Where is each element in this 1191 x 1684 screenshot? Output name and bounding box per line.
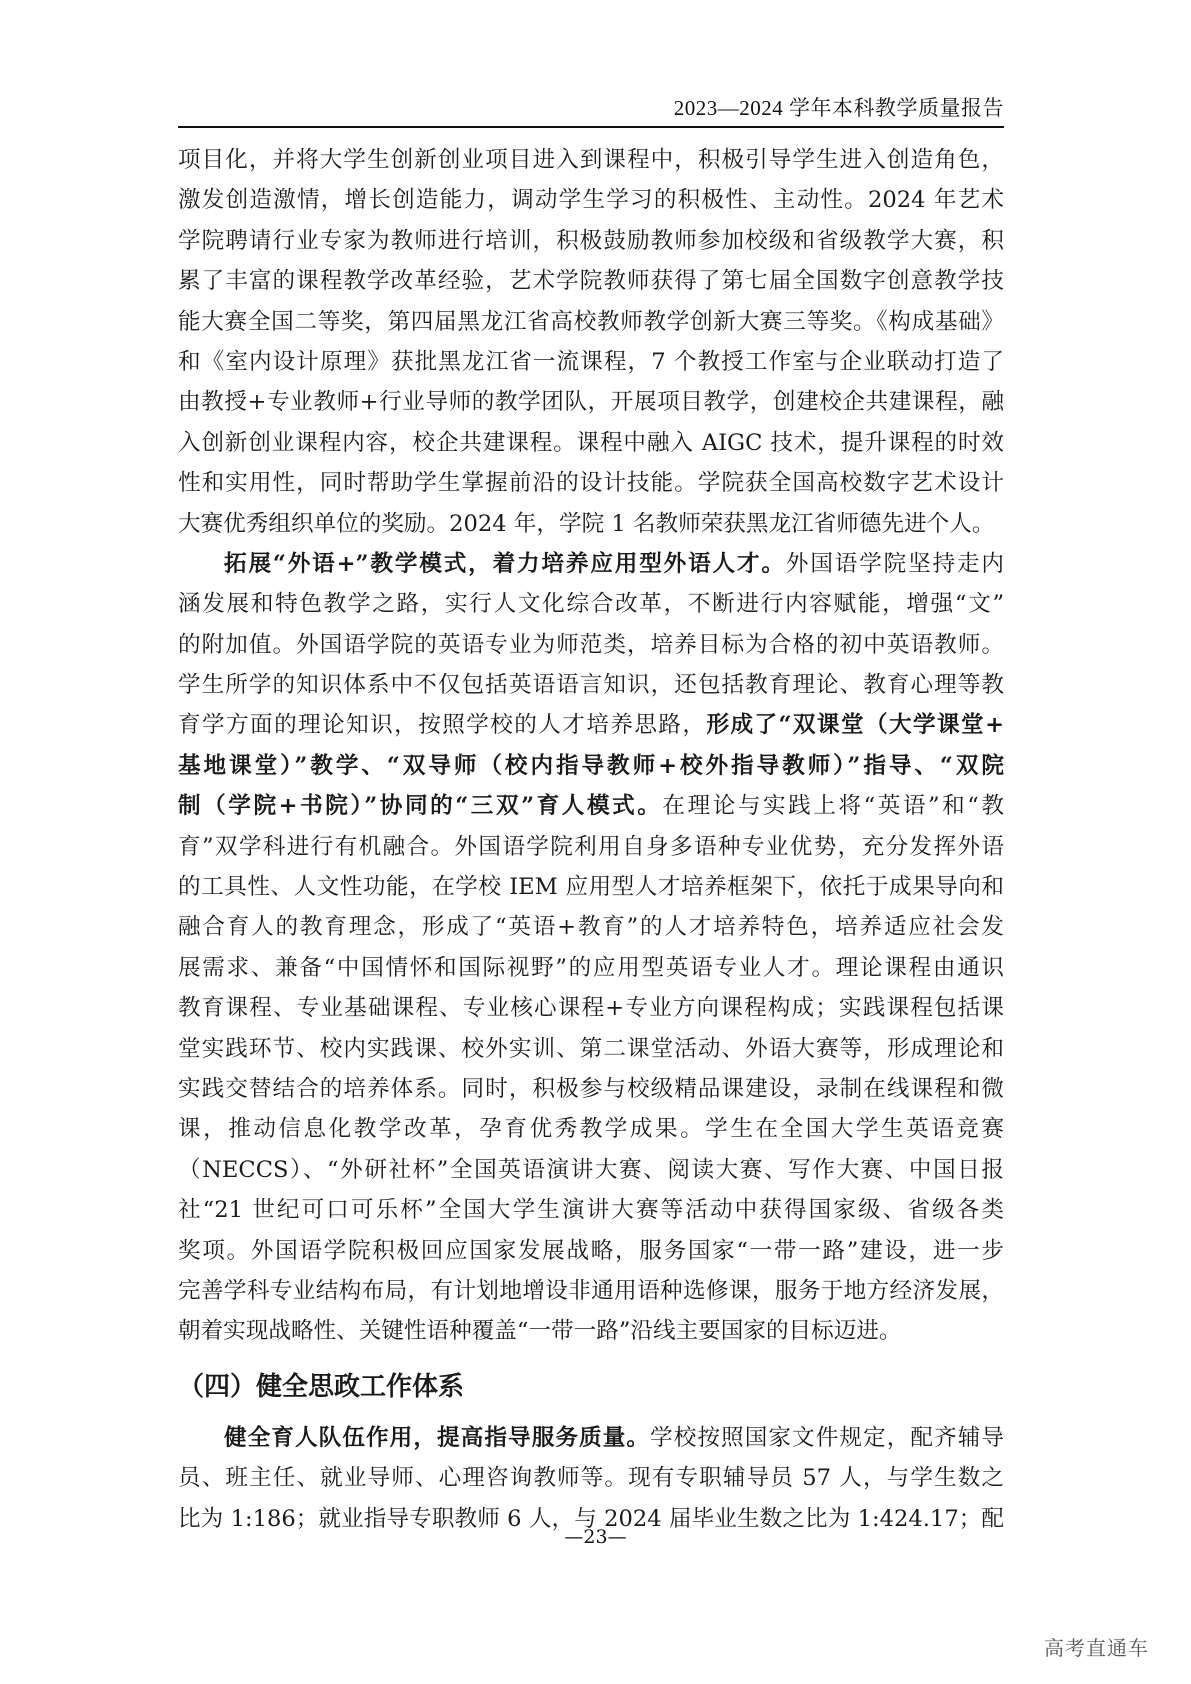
text-line: [178, 705, 1004, 745]
paragraph-lead-bold: 拓展“外语+”教学模式，着力培养应用型外语人才。: [224, 550, 786, 577]
text-line: 完善学科专业结构布局，有计划地增设非通用语种选修课，服务于地方经济发展，: [178, 1277, 1004, 1304]
text-line: 性和实用性，同时帮助学生掌握前沿的设计技能。学院获全国高校数字艺术设计: [178, 470, 1004, 497]
text-line: 融合育人的教育理念，形成了“英语+教育”的人才培养特色，培养适应社会发: [178, 914, 1004, 941]
text-line: 大赛优秀组织单位的奖励。2024 年，学院 1 名教师荣获黑龙江省师德先进个人。: [178, 510, 995, 537]
text-line: 教育课程、专业基础课程、专业核心课程+专业方向课程构成；实践课程包括课: [178, 995, 1004, 1022]
text-line: 奖项。外国语学院积极回应国家发展战略，服务国家“一带一路”建设，进一步: [178, 1237, 1004, 1264]
paragraph-foreign-language: [178, 544, 1004, 1352]
page-number: —23—: [564, 1526, 627, 1548]
text-line: 实践交替结合的培养体系。同时，积极参与校级精品课建设，录制在线课程和微: [178, 1075, 1004, 1102]
paragraph-lead-bold: 健全育人队伍作用，提高指导服务质量。: [224, 1424, 651, 1451]
text-line: [178, 786, 1004, 826]
paragraph-art-college: [178, 140, 1004, 544]
text-line: 的工具性、人文性功能，在学校 IEM 应用型人才培养框架下，依托于成果导向和: [178, 874, 1004, 901]
header-divider: [178, 126, 1004, 128]
text-line: 累了丰富的课程教学改革经验，艺术学院教师获得了第七届全国数字创意教学技: [178, 268, 1004, 295]
text-line: 朝着实现战略性、关键性语种覆盖“一带一路”沿线主要国家的目标迈进。: [178, 1318, 902, 1345]
text-line: 课，推动信息化教学改革，孕育优秀教学成果。学生在全国大学生英语竞赛: [178, 1116, 1004, 1143]
watermark: 高考直通车: [1044, 1636, 1149, 1660]
text-line: 由教授+专业教师+行业导师的教学团队，开展项目教学，创建校企共建课程，融: [178, 389, 1004, 416]
bold-span: 形成了“双课堂（大学课堂+: [706, 712, 1004, 739]
text-line: 比为 1:186；就业指导专职教师 6 人，与 2024 届毕业生数之比为 1:424.17；配: [178, 1505, 1004, 1532]
text-line: 激发创造激情，增长创造能力，调动学生学习的积极性、主动性。2024 年艺术: [178, 187, 1004, 214]
text-line: 的附加值。外国语学院的英语专业为师范类，培养目标为合格的初中英语教师。: [178, 631, 1004, 658]
text-line: 和《室内设计原理》获批黑龙江省一流课程，7 个教授工作室与企业联动打造了: [178, 348, 1004, 375]
page-header: [178, 88, 1004, 128]
text-line: 学院聘请行业专家为教师进行培训，积极鼓励教师参加校级和省级教学大赛，积: [178, 227, 1004, 254]
section-heading: （四）健全思政工作体系: [178, 1371, 465, 1402]
page-body: [178, 140, 1004, 1539]
paragraph-counselor-team: [178, 1418, 1004, 1539]
text-span: 在理论与实践上将“英语”和“教: [662, 793, 1004, 820]
text-line: 基地课堂）”教学、“双导师（校内指导教师+校外指导教师）”指导、“双院: [178, 752, 1004, 779]
text-line: 堂实践环节、校内实践课、校外实训、第二课堂活动、外语大赛等，形成理论和: [178, 1035, 1004, 1062]
bold-span: 制（学院+书院）”协同的“三双”育人模式。: [178, 793, 663, 820]
text-span: 学校按照国家文件规定，配齐辅导: [650, 1424, 1004, 1451]
text-span: 外国语学院坚持走内: [785, 550, 1004, 577]
text-line: 员、班主任、就业导师、心理咨询教师等。现有专职辅导员 57 人，与学生数之: [178, 1465, 1004, 1492]
text-line: 入创新创业课程内容，校企共建课程。课程中融入 AIGC 技术，提升课程的时效: [178, 429, 1004, 456]
text-line: [178, 544, 1004, 584]
text-line: 育”双学科进行有机融合。外国语学院利用自身多语种专业优势，充分发挥外语: [178, 833, 1004, 860]
text-line: 展需求、兼备“中国情怀和国际视野”的应用型英语专业人才。理论课程由通识: [178, 954, 1004, 981]
text-line: 学生所学的知识体系中不仅包括英语语言知识，还包括教育理论、教育心理等教: [178, 672, 1004, 699]
text-line: 社“21 世纪可口可乐杯”全国大学生演讲大赛等活动中获得国家级、省级各类: [178, 1197, 1004, 1224]
text-line: 项目化，并将大学生创新创业项目进入到课程中，积极引导学生进入创造角色，: [178, 147, 1004, 173]
text-span: 育学方面的理论知识，按照学校的人才培养思路，: [178, 712, 707, 739]
text-line: 涵发展和特色教学之路，实行人文化综合改革，不断进行内容赋能，增强“文”: [178, 591, 1004, 618]
report-title: 2023—2024 学年本科教学质量报告: [673, 96, 1004, 120]
text-line: [178, 1418, 1004, 1458]
text-line: （NECCS）、“外研社杯”全国英语演讲大赛、阅读大赛、写作大赛、中国日报: [178, 1156, 1004, 1183]
text-line: 能大赛全国二等奖，第四届黑龙江省高校教师教学创新大赛三等奖。《构成基础》: [178, 308, 1004, 335]
